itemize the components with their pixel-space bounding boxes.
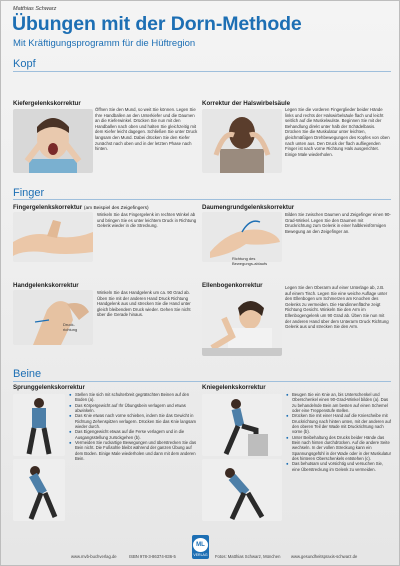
list-item (286, 413, 392, 434)
footer-link-praxis[interactable]: www.gesundheitspraxis-schwarz.de (291, 554, 358, 559)
step-text: Das Eigengewicht etwas auf die Ferse verlagern und in die Ausgangsstellung zurückgehen (b). (75, 429, 185, 440)
photo-kniegelenk-b (202, 459, 282, 521)
step-marker: ● (69, 402, 72, 408)
exercise-title-kiefer: Kiefergelenkskorrektur (13, 100, 81, 107)
photo-sprunggelenk-b (13, 459, 65, 521)
list-item (69, 429, 197, 440)
section-title-kopf: Kopf (13, 58, 36, 70)
list-item (286, 392, 392, 413)
list-item (69, 440, 197, 461)
exercise-title-text: Fingergelenkskorrektur (13, 204, 83, 211)
exercise-text-handgelenk: Winkeln Sie das Handgelenk um ca. 90 Grad ab. Üben Sie mit der anderen Hand Druck Richtung Handgelenk aus und strecken Sie die Hand unter gleich bleibendem Druck wieder. Gehen Sie nicht über die Gerade hinaus. (97, 290, 191, 318)
photo-ellenbogen (202, 290, 282, 356)
step-text: Unter Beibehaltung des Drucks beider Hände das Bein nach hinten durchdrücken. Auf die andere Seite wechseln. In der vollen Streckung kann ein Spannungsgefühl in der Wade oder in der Muskulatur des hinteren Oberschenkels entstehen (c). (292, 434, 392, 462)
author-name: Matthias Schwarz (13, 6, 57, 12)
step-text: Das Körpergewicht auf Ihr Übungsbein verlagern und etwas abwinkeln. (75, 402, 186, 414)
exercise-text-kiefer: Öffnen Sie den Mund, so weit Sie können. Legen Sie Ihre Handballen an den Unterkiefer und die Daumen an die Kieferwinkel. Drücken Sie nun mit den Handballen nach oben und halten Sie gleichzeitig mit dem Kiefer leicht dagegen. Schließen Sie unter Druck langsam den Mund. Dabei drücken Sie den Kiefer zunächst nach oben und in der letzten Phase nach hinten. (95, 107, 198, 152)
list-item (69, 392, 197, 403)
step-marker: ● (69, 413, 72, 419)
step-text: Drücken Sie mit einer Hand auf die Kniescheibe mit Druckrichtung nach hinten unten, mit der anderen auf den oberen Teil der Wade mit Druckrichtung nach vorne (b). (292, 413, 391, 435)
exercise-title-fingergelenk (13, 204, 149, 211)
exercise-title-kniegelenk: Kniegelenkskorrektur (202, 384, 266, 391)
photo-kiefer (13, 109, 93, 173)
sprunggelenk-steps (69, 392, 197, 461)
step-marker: ● (286, 461, 289, 467)
footer-fotos: Fotos: Matthias Schwarz, München (215, 554, 281, 559)
step-marker: ● (69, 429, 72, 435)
logo-label: VERLAG (193, 553, 208, 557)
page-title: Übungen mit der Dorn-Methode (12, 13, 302, 35)
step-text: Vermeiden Sie ruckartige Bewegungen und überstrecken Sie das Bein nicht. Die Fußsohle bleibt während der ganzen Übung auf dem Boden. Einige Male wiederholen und dann mit dem anderen Bein. (75, 440, 197, 462)
exercise-text-ellenbogen: Legen Sie den Oberarm auf einer Unterlage ab, z.B. auf einem Tisch. Legen Sie eine weiche Auflage unter den Ellenbogen um Schmerzen am Knochen des Gelenks zu vermeiden. Die Handinnenfläche zeigt Richtung Gesicht. Winkeln Sie den Arm im Ellenbogengelenk um 90 Grad ab. Üben Sie nun mit der anderen Hand über dem Unterarm Druck Richtung Gelenk aus und strecken Sie den Arm. (285, 285, 389, 330)
photo-fingergelenk (13, 212, 93, 262)
list-item (69, 413, 197, 429)
section-title-beine: Beine (13, 368, 42, 380)
step-text: Das Knie etwas nach vorne schieben, indem Sie das Gewicht in Richtung Zehenspitzen verlagern. Drücken Sie das Knie langsam wieder durch. (75, 413, 197, 430)
exercise-text-halswirbel: Legen Sie die vorderen Fingerglieder beider Hände links und rechts der Halswirbelsäule flach und leicht seitlich auf die Muskelwulste. Beginnen Sie mit der Behandlung direkt unter halb der Schädelbasis. Drücken Sie die Muskulatur unter leichten, gleichmäßigen Drehbewegungen des Kopfes von oben nach unten aus. Den Druck der flach aufliegenden Finger ist nach vorne Richtung Hals ausgerichtet. Einige Male wiederholen. (285, 107, 390, 157)
kniegelenk-steps (286, 392, 392, 472)
list-item (286, 435, 392, 462)
footer-link-verlag[interactable]: www.mvb-buchverlag.de (71, 554, 117, 559)
step-text: Das behutsam und vorsichtig und versuchen Sie, eine Überstreckung im Gelenk zu vermeiden. (292, 461, 384, 472)
exercise-title-note: (am Beispiel des Zeigefingers) (83, 206, 149, 211)
page-subtitle: Mit Kräftigungsprogramm für die Hüftregion (13, 38, 196, 49)
step-marker: ● (286, 434, 289, 440)
exercise-title-halswirbel: Korrektur der Halswirbelsäule (202, 100, 291, 107)
list-item (286, 461, 392, 472)
step-marker: ● (286, 413, 289, 419)
step-text: Stellen Sie sich mit schulterbreit gegrätschten Beinen auf den Boden (a). (75, 392, 190, 403)
photo-handgelenk (13, 290, 93, 345)
publisher-logo (192, 535, 209, 559)
list-item (69, 403, 197, 414)
section-divider (13, 199, 391, 200)
exercise-title-sprunggelenk: Sprunggelenkskorrektur (13, 384, 85, 391)
photo-halswirbel (202, 109, 282, 173)
footer-isbn: ISBN 978-3-86374-836-5 (129, 554, 176, 559)
photo-sprunggelenk-a (13, 394, 65, 456)
step-marker: ● (286, 392, 289, 397)
exercise-title-ellenbogen: Ellenbogenkorrektur (202, 282, 263, 289)
exercise-text-fingergelenk: Winkeln Sie das Fingergelenk im rechten Winkel ab und bringen Sie es unter leichtem Druck in Richtung Gelenk wieder in die Streckung. (97, 212, 197, 229)
section-title-finger: Finger (13, 187, 45, 199)
step-marker: ● (69, 392, 72, 397)
exercise-text-daumengrund: Bilden Sie zwischen Daumen und Zeigefinger einen 90-Grad-Winkel. Legen Sie den Daumen mit Druckrichtung zum Gelenk in einer halbkreisförmigen Bewegung an den Zeigefinger an. (285, 212, 391, 234)
section-divider (13, 71, 391, 72)
photo-kniegelenk-a (202, 394, 282, 456)
exercise-title-handgelenk: Handgelenkskorrektur (13, 282, 79, 289)
photo-daumengrund (202, 212, 282, 262)
exercise-title-daumengrund: Daumengrundgelenkskorrektur (202, 204, 295, 211)
note-druckrichtung: Druck-richtung (63, 322, 78, 332)
logo-mark: ML (193, 538, 208, 552)
step-text: Beugen Sie ein Knie an, bis Unterschenkel und Oberschenkel einen 90-Grad-Winkel bilden (a). Das zu behandelnde Bein am besten auf einen Schemel oder eine Treppenstufe stellen. (292, 392, 389, 414)
section-divider (13, 381, 391, 382)
step-marker: ● (69, 440, 72, 446)
note-bewegungsablauf: Richtung des Bewegungs-ablaufs (232, 256, 268, 266)
